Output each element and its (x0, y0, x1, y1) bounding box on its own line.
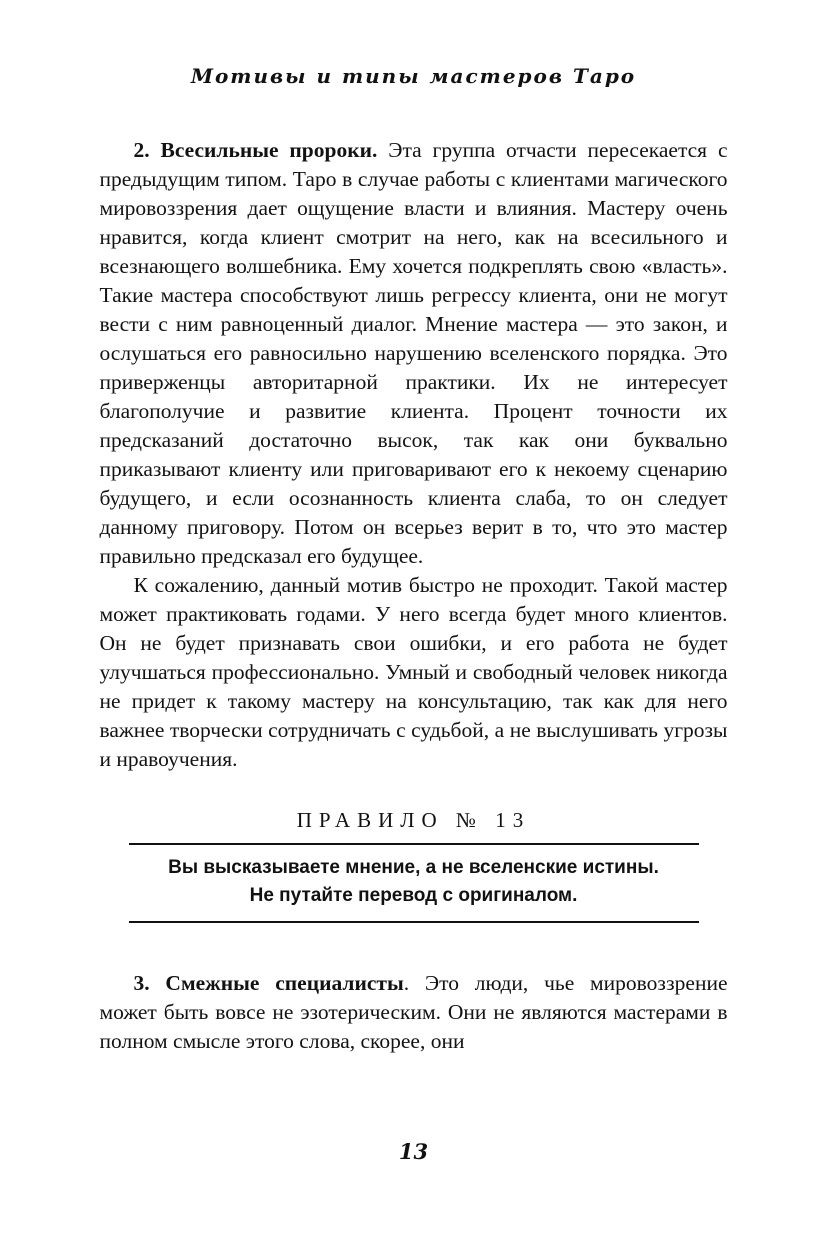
rule-divider-bottom (129, 921, 699, 923)
page-number: 13 (398, 1139, 429, 1164)
paragraph-specialists-lead: 3. Смежные специалисты (133, 971, 404, 995)
paragraph-specialists-text: . Это люди, чье мировоззрение может быть вовсе не эзотерическим. Они не являются мастерами в полном смысле этого слова, скорее, они (99, 971, 728, 1053)
rule-block (129, 808, 699, 923)
rule-title: ПРАВИЛО № 13 (296, 808, 531, 832)
rule-line-2: Не путайте перевод с оригиналом. (249, 885, 578, 906)
text-column-after-rule (100, 969, 728, 1056)
paragraph-prophets (100, 136, 728, 571)
paragraph-regret: К сожалению, данный мотив быстро не проходит. Такой мастер может практиковать годами. У него всегда будет много клиентов. Он не будет признавать свои ошибки, и его работа не будет улучшаться профессионально. Умный и свободный человек никогда не придет к такому мастеру на консультацию, так как для него важнее творчески сотрудничать с судьбой, а не выслушивать угрозы и нравоучения. (99, 573, 728, 771)
paragraph-prophets-lead: 2. Всесильные пророки. (133, 138, 378, 162)
paragraph-prophets-text: Эта группа отчасти пересекается с предыдущим типом. Таро в случае работы с клиентами магического мировоззрения дает ощущение власти и влияния. Мастеру очень нравится, когда клиент смотрит на него, как на всесильного и всезнающего волшебника. Ему хочется подкреплять свою «власть». Такие мастера способствуют лишь регрессу клиента, они не могут вести с ним равноценный диалог. Мнение мастера — это закон, и ослушаться его равносильно нарушению вселенского порядка. Это приверженцы авторитарной практики. Их не интересует благополучие и развитие клиента. Процент точности их предсказаний достаточно высок, так как они буквально приказывают клиенту или приговаривают его к некоему сценарию будущего, и если осознанность клиента слаба, то он следует данному приговору. Потом он всерьез верит в то, что это мастер правильно предсказал его будущее. (99, 138, 728, 568)
rule-body (129, 845, 699, 921)
text-column (100, 136, 728, 774)
paragraph-specialists (100, 969, 728, 1056)
rule-line-1: Вы высказываете мнение, а не вселенские истины. (168, 857, 659, 878)
running-head: Мотивы и типы мастеров Таро (190, 64, 637, 88)
